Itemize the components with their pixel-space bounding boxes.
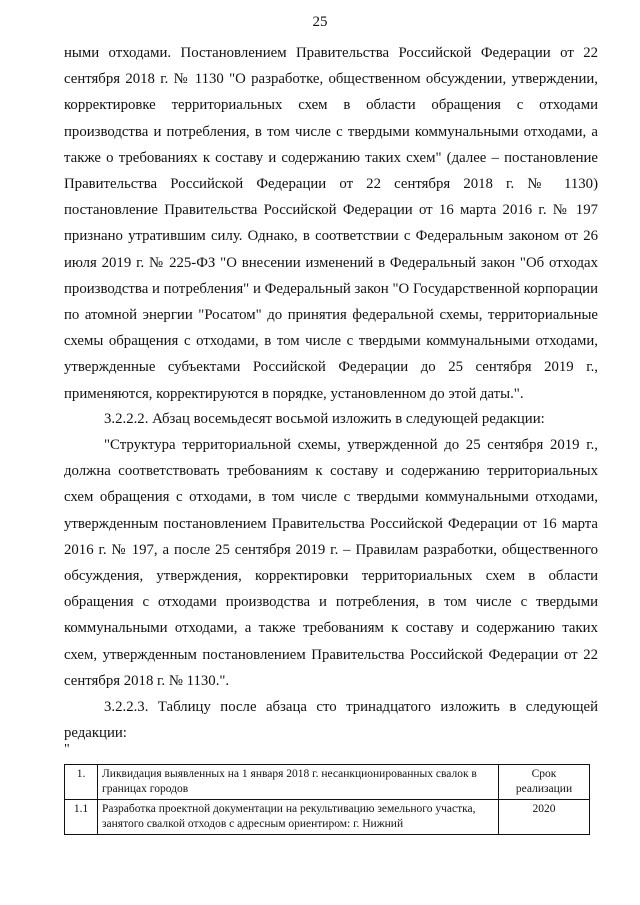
paragraph-section-3-2-2-2 — [64, 406, 598, 432]
paragraph-text: 3.2.2.2. Абзац восемьдесят восьмой изложить в следующей редакции: — [104, 411, 545, 427]
table-cell-description: Разработка проектной документации на рекультивацию земельного участка, занятого свалкой отходов с адресным ориентиром: г. Нижний — [98, 800, 499, 835]
table-cell-number: 1. — [65, 765, 98, 800]
measures-table — [64, 764, 590, 835]
paragraph-continuation — [64, 40, 598, 407]
table-cell-description: Ликвидация выявленных на 1 января 2018 г. несанкционированных свалок в границах городов — [98, 765, 499, 800]
paragraph-section-3-2-2-3 — [64, 694, 598, 746]
table-cell-term: 2020 — [499, 800, 590, 835]
table-row — [65, 765, 590, 800]
page-number: 25 — [312, 14, 328, 30]
paragraph-text: 3.2.2.3. Таблицу после абзаца сто тринадцатого изложить в следующей редакции: — [64, 699, 598, 742]
table-cell-number: 1.1 — [65, 800, 98, 835]
table-row — [65, 800, 590, 835]
paragraph-quoted-structure — [64, 432, 598, 694]
paragraph-text: ными отходами. Постановлением Правительства Российской Федерации от 22 сентября 2018 г. № 1130 "О разработке, общественном обсуждении, утверждении, корректировке территориальных схем в области обращения с отходами производства и потребления, в том числе с твердыми коммунальными отходами, а также о требованиях к составу и содержанию таких схем" (далее – постановление Правительства Российской Федерации от 22 сентября 2018 г. № 1130) постановление Правительства Российской Федерации от 16 марта 2016 г. № 197 признано утратившим силу. Однако, в соответствии с Федеральным законом от 26 июля 2019 г. № 225-ФЗ "О внесении изменений в Федеральный закон "Об отходах производства и потребления" и Федеральный закон "О Государственной корпорации по атомной энергии "Росатом" до принятия федеральной схемы, территориальные схемы обращения с отходами, в том числе с твердыми коммунальными отходами, утвержденные субъектами Российской Федерации до 25 сентября 2019 г., применяются, корректируются в порядке, установленном до этой даты.". — [64, 45, 598, 402]
opening-quote-mark: " — [64, 742, 70, 757]
table-cell-term: Срок реализации — [499, 765, 590, 800]
paragraph-text: "Структура территориальной схемы, утвержденной до 25 сентября 2019 г., должна соответствовать требованиям к составу и содержанию территориальных схем обращения с отходами, в том числе с твердыми коммунальными отходами, утвержденным постановлением Правительства Российской Федерации от 16 марта 2016 г. № 197, а после 25 сентября 2019 г. – Правилам разработки, общественного обсуждения, утверждения, корректировки территориальных схем в области обращения с отходами производства и потребления, в том числе с твердыми коммунальными отходами, а также требованиям к составу и содержанию таких схем, утвержденным постановлением Правительства Российской Федерации от 22 сентября 2018 г. № 1130.". — [64, 437, 598, 689]
